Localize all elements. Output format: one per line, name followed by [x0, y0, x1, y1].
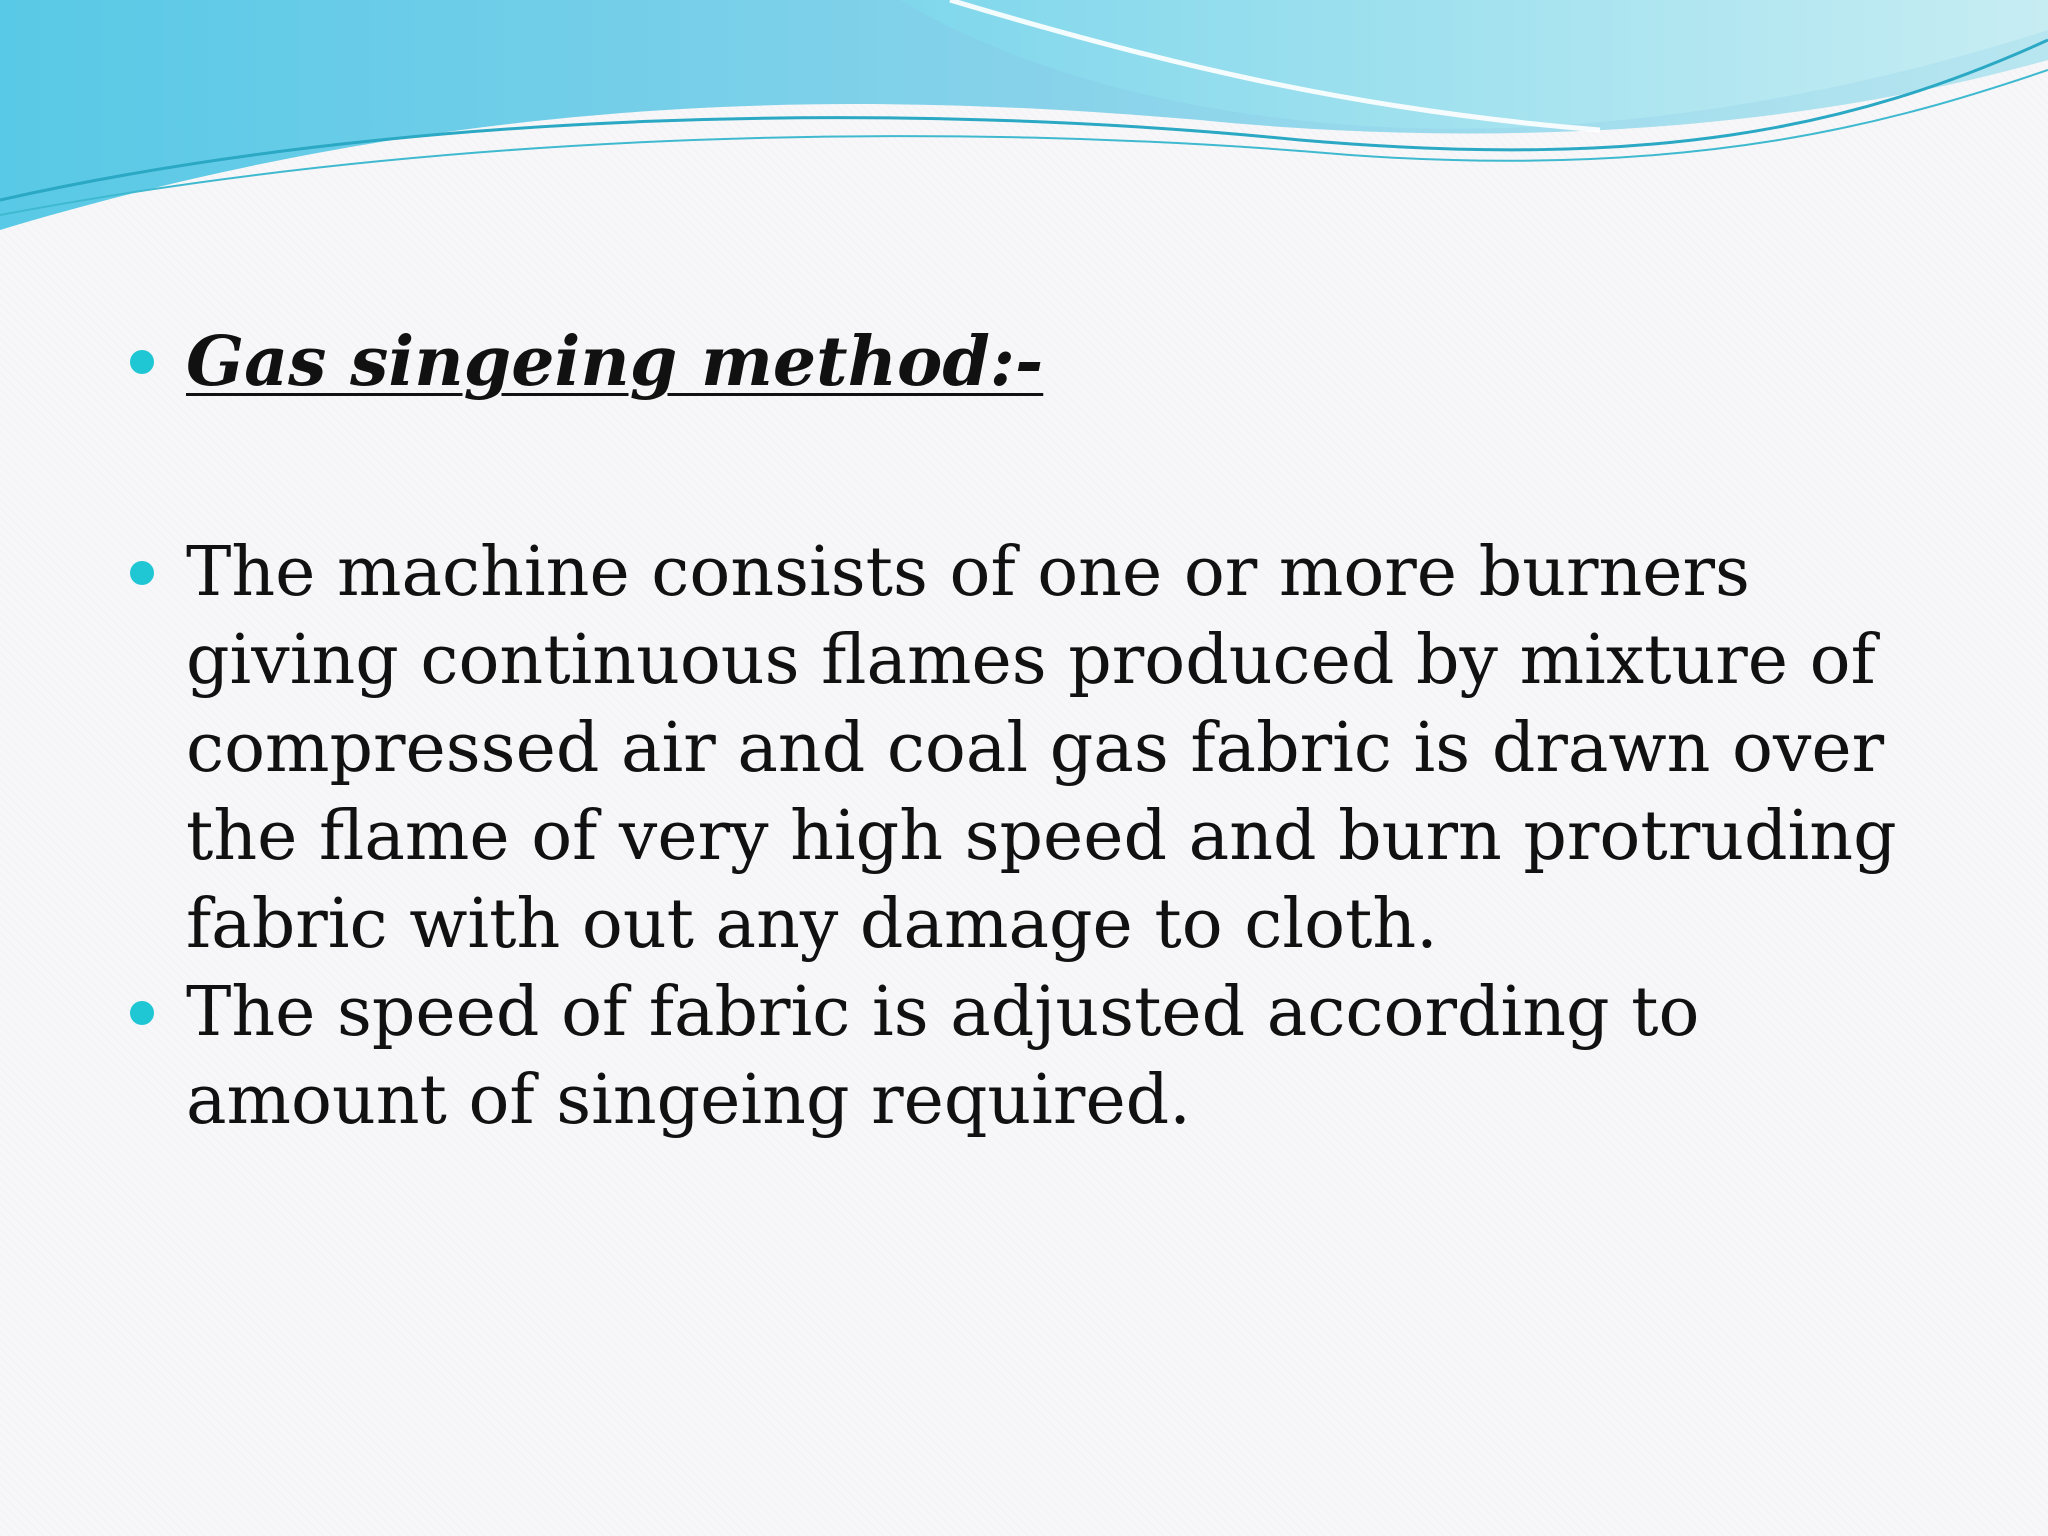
slide-content: [130, 300, 1930, 1145]
section-heading: Gas singeing method:-: [186, 322, 1044, 402]
bullet-text: The speed of fabric is adjusted according to amount of singeing required.: [186, 973, 1700, 1140]
bullet-speed-adjustment: [130, 969, 1930, 1145]
header-wave-decoration: [0, 0, 2048, 240]
bullet-text: The machine consists of one or more burners giving continuous flames produced by mixture of compressed air and coal gas fabric is drawn over the flame of very high speed and burn protruding fabric with out any damage to cloth.: [186, 533, 1897, 964]
bullet-dot: [130, 350, 154, 374]
bullet-dot: [130, 561, 154, 585]
bullet-heading: [130, 318, 1930, 407]
bullet-dot: [130, 1001, 154, 1025]
bullet-machine-description: [130, 529, 1930, 969]
